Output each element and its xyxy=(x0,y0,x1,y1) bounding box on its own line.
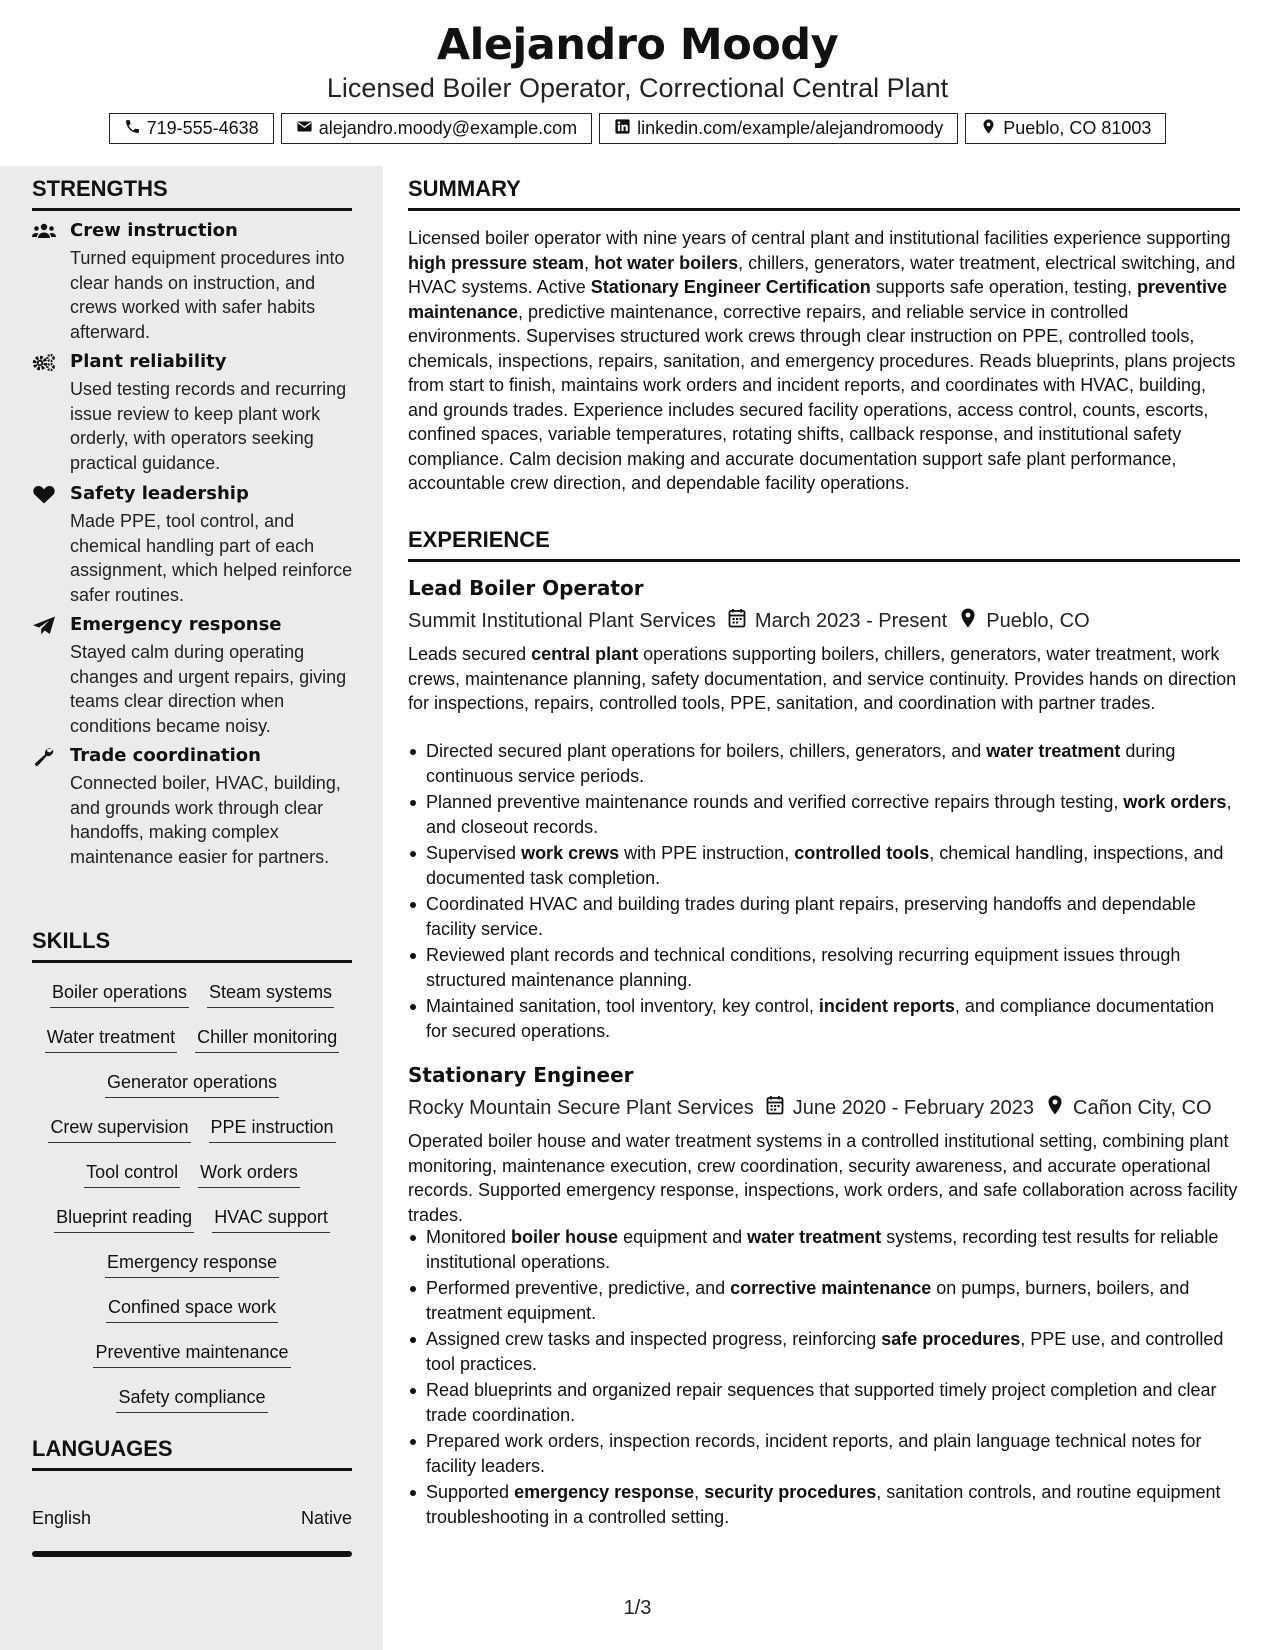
contact-linkedin[interactable] xyxy=(599,113,958,144)
heart-icon xyxy=(32,485,56,505)
contact-email-text: alejandro.moody@example.com xyxy=(318,118,578,138)
skill-tag: Steam systems xyxy=(207,980,334,1008)
job-meta xyxy=(408,608,1090,634)
skill-tag: Crew supervision xyxy=(48,1115,190,1143)
job-bullet: Monitored boiler house equipment and water treatment systems, recording test results for reliable institutional operations. xyxy=(408,1225,1240,1274)
strength-description: Connected boiler, HVAC, building, and grounds work through clear handoffs, making complex maintenance easier for partners. xyxy=(70,773,341,867)
contact-location xyxy=(965,113,1166,144)
skill-row xyxy=(32,1250,352,1295)
calendar-icon xyxy=(728,608,746,634)
envelope-icon xyxy=(296,118,313,140)
candidate-title: Licensed Boiler Operator, Correctional Central Plant xyxy=(326,73,949,103)
skill-row xyxy=(32,1340,352,1385)
skill-tag: Generator operations xyxy=(105,1070,279,1098)
job-bullet: Coordinated HVAC and building trades during plant repairs, preserving handoffs and dependable facility service. xyxy=(408,892,1240,941)
strength-title: Plant reliability xyxy=(70,351,227,372)
users-icon xyxy=(32,222,56,242)
skill-row xyxy=(32,1025,352,1070)
strength-title: Safety leadership xyxy=(70,483,249,504)
skill-tag: Confined space work xyxy=(106,1295,278,1323)
skill-row xyxy=(32,1385,352,1430)
skill-tag: PPE instruction xyxy=(209,1115,336,1143)
contact-linkedin-text: linkedin.com/example/alejandromoody xyxy=(637,118,944,138)
contact-location-text: Pueblo, CO 81003 xyxy=(1003,118,1152,138)
job-company: Rocky Mountain Secure Plant Services xyxy=(408,1096,754,1119)
skills-list xyxy=(32,980,352,1430)
phone-icon xyxy=(124,118,141,140)
summary-text: Licensed boiler operator with nine years of central plant and institutional facilities experience supporting high pressure steam, hot water boilers, chillers, generators, water treatment, electrical switching, and HVAC systems. Active Stationary Engineer Certification supports safe operation, testing, preventive maintenance, predictive maintenance, corrective repairs, and reliable service in controlled environments. Supervises structured work crews through clear instruction on PPE, controlled tools, chemicals, inspections, repairs, sanitation, and emergency procedures. Reads blueprints, plans projects from start to finish, maintains work orders and incident reports, and coordinates with HVAC, building, and grounds trades. Experience includes secured facility operations, access control, counts, escorts, confined spaces, variable temperatures, rotating shifts, callback response, and institutional safety compliance. Calm decision making and accurate documentation support safe plant performance, accountable crew direction, and dependable facility operations. xyxy=(408,228,1236,493)
skill-tag: Boiler operations xyxy=(50,980,189,1008)
job-bullets xyxy=(408,1225,1240,1531)
skill-tag: Water treatment xyxy=(45,1025,177,1053)
job-dates: June 2020 - February 2023 xyxy=(792,1096,1034,1119)
skill-row xyxy=(32,1295,352,1340)
strength-description: Made PPE, tool control, and chemical handling part of each assignment, which helped reinforce safer routines. xyxy=(70,511,353,605)
strength-title: Emergency response xyxy=(70,614,282,635)
job-bullet: Reviewed plant records and technical conditions, resolving recurring equipment issues through structured maintenance planning. xyxy=(408,943,1240,992)
language-name: English xyxy=(32,1508,92,1528)
job-bullet: Prepared work orders, inspection records, incident reports, and plain language technical notes for facility leaders. xyxy=(408,1429,1240,1478)
job-intro: Leads secured central plant operations supporting boilers, chillers, generators, water treatment, work crews, maintenance planning, safety documentation, and service continuity. Provides hands on direction for inspections, repairs, controlled tools, PPE, sanitation, and coordination with partner trades. xyxy=(408,644,1237,713)
skill-row xyxy=(32,1115,352,1160)
contact-bar xyxy=(0,113,1275,144)
job-title: Stationary Engineer xyxy=(408,1063,634,1087)
skill-tag: Safety compliance xyxy=(116,1385,267,1413)
job-bullet: Supported emergency response, security procedures, sanitation controls, and routine equipment troubleshooting in a controlled setting. xyxy=(408,1480,1240,1529)
sidebar xyxy=(0,166,383,1650)
job-title: Lead Boiler Operator xyxy=(408,576,644,600)
skill-tag: HVAC support xyxy=(212,1205,330,1233)
job-meta xyxy=(408,1095,1212,1121)
skill-tag: Work orders xyxy=(198,1160,300,1188)
candidate-name: Alejandro Moody xyxy=(436,20,839,70)
job-bullet: Directed secured plant operations for boilers, chillers, generators, and water treatment during continuous service periods. xyxy=(408,739,1240,788)
linkedin-icon xyxy=(614,118,631,140)
strength-title: Crew instruction xyxy=(70,220,238,241)
job-bullet: Supervised work crews with PPE instruction, controlled tools, chemical handling, inspections, and documented task completion. xyxy=(408,841,1240,890)
map-pin-icon xyxy=(980,118,997,140)
map-pin-icon xyxy=(959,608,977,634)
job-bullet: Performed preventive, predictive, and corrective maintenance on pumps, burners, boilers, and treatment equipment. xyxy=(408,1276,1240,1325)
job-intro: Operated boiler house and water treatment systems in a controlled institutional setting, combining plant monitoring, maintenance execution, crew coordination, security awareness, and accurate operational records. Supported emergency response, inspections, work orders, and safe collaboration across facility trades. xyxy=(408,1131,1238,1225)
wrench-icon xyxy=(32,747,56,767)
skill-tag: Preventive maintenance xyxy=(93,1340,290,1368)
skills-heading: SKILLS xyxy=(32,928,352,963)
job-dates: March 2023 - Present xyxy=(754,609,948,632)
job-location: Cañon City, CO xyxy=(1073,1096,1212,1119)
strength-description: Used testing records and recurring issue review to keep plant work orderly, with operators seeking practical guidance. xyxy=(70,379,347,473)
strength-description: Stayed calm during operating changes and urgent repairs, giving teams clear direction when conditions became noisy. xyxy=(70,642,347,736)
resume-header xyxy=(0,0,1275,166)
page-number: 1/3 xyxy=(623,1597,652,1619)
job-bullet: Planned preventive maintenance rounds and verified corrective repairs through testing, work orders, and closeout records. xyxy=(408,790,1240,839)
job-bullet: Maintained sanitation, tool inventory, key control, incident reports, and compliance documentation for secured operations. xyxy=(408,994,1240,1043)
skill-tag: Tool control xyxy=(84,1160,180,1188)
strength-description: Turned equipment procedures into clear hands on instruction, and crews worked with safer habits afterward. xyxy=(70,248,345,342)
gears-icon xyxy=(32,353,56,373)
job-bullets xyxy=(408,739,1240,1045)
main-content xyxy=(383,166,1275,1650)
strength-title: Trade coordination xyxy=(70,745,261,766)
language-level-bar xyxy=(32,1551,352,1557)
language-row xyxy=(32,1508,352,1529)
skill-tag: Chiller monitoring xyxy=(195,1025,339,1053)
job-bullet: Read blueprints and organized repair sequences that supported timely project completion and clear trade coordination. xyxy=(408,1378,1240,1427)
job-company: Summit Institutional Plant Services xyxy=(408,609,716,632)
skill-row xyxy=(32,980,352,1025)
calendar-icon xyxy=(766,1095,784,1121)
languages-heading: LANGUAGES xyxy=(32,1436,352,1471)
skill-tag: Blueprint reading xyxy=(54,1205,194,1233)
summary-heading: SUMMARY xyxy=(408,176,1240,211)
job-location: Pueblo, CO xyxy=(986,609,1090,632)
experience-heading: EXPERIENCE xyxy=(408,527,1240,562)
paper-plane-icon xyxy=(32,616,56,636)
skill-row xyxy=(32,1205,352,1250)
skill-tag: Emergency response xyxy=(105,1250,279,1278)
contact-email[interactable] xyxy=(281,113,592,144)
job-bullet: Assigned crew tasks and inspected progress, reinforcing safe procedures, PPE use, and controlled tool practices. xyxy=(408,1327,1240,1376)
contact-phone-text: 719-555-4638 xyxy=(146,118,259,138)
skill-row xyxy=(32,1070,352,1115)
strengths-heading: STRENGTHS xyxy=(32,176,352,211)
skill-row xyxy=(32,1160,352,1205)
contact-phone[interactable] xyxy=(109,113,274,144)
map-pin-icon xyxy=(1046,1095,1064,1121)
language-level: Native xyxy=(300,1508,352,1528)
